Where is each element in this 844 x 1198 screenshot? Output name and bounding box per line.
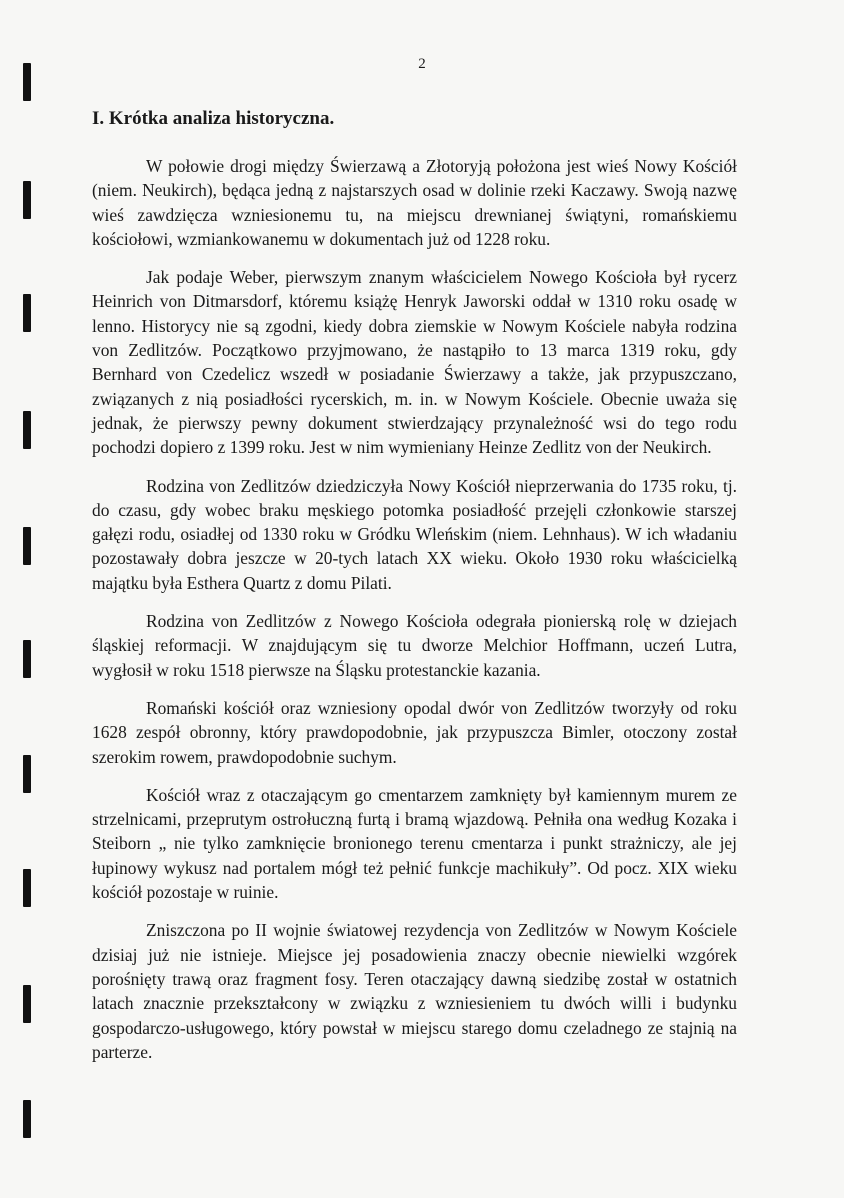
paragraph: Romański kościół oraz wzniesiony opodal dwór von Zedlitzów tworzyły od roku 1628 zespół obronny, który prawdopodobnie, jak przypuszcza Bimler, otoczony został szerokim rowem, prawdopodobnie suchym. — [92, 697, 737, 767]
body-text — [92, 154, 737, 1078]
paragraph: Jak podaje Weber, pierwszym znanym właścicielem Nowego Kościoła był rycerz Heinrich von Ditmarsdorf, któremu książę Henryk Jaworski oddał w 1310 roku osadę w lenno. Historycy nie są zgodni, kiedy dobra ziemskie w Nowym Kościele nabyła rodzina von Zedlitzów. Początkowo przyjmowano, że nastąpiło to 13 marca 1319 roku, gdy Bernhard von Czedelicz wszedł w posiadanie Świerzawy a także, jak przypuszczano, związanych z nią posiadłości rycerskich, m. in. w Nowym Kościele. Obecnie uważa się jednak, że pierwszy pewny dokument stwierdzający przynależność wsi do tego rodu pochodzi dopiero z 1399 roku. Jest w nim wymieniany Heinze Zedlitz von der Neukirch. — [92, 267, 737, 458]
punch-hole-mark — [23, 755, 31, 793]
punch-hole-mark — [23, 985, 31, 1023]
punch-hole-mark — [23, 411, 31, 449]
punch-hole-mark — [23, 527, 31, 565]
paragraph: Kościół wraz z otaczającym go cmentarzem zamknięty był kamiennym murem ze strzelnicami, przeprutym ostrołuczną furtą i bramą wjazdową. Pełniła ona według Kozaka i Steiborn „ nie tylko zamknięcie bronionego terenu cmentarza i punkt strażniczy, ale jej łupinowy wykusz nad portalem mógł też pełnić funkcje machikuły”. Od pocz. XIX wieku kościół pozostaje w ruinie. — [92, 784, 737, 903]
paragraph: Rodzina von Zedlitzów dziedziczyła Nowy Kościół nieprzerwania do 1735 roku, tj. do czasu, gdy wobec braku męskiego potomka posiadłość przejęli członkowie starszej gałęzi rodu, osiadłej od 1330 roku w Gródku Wleńskim (niem. Lehnhaus). W ich władaniu pozostawały dobra jeszcze w 20-tych latach XX wieku. Około 1930 roku właścicielką majątku była Esthera Quartz z domu Pilati. — [92, 475, 737, 593]
paragraph: W połowie drogi między Świerzawą a Złotoryją położona jest wieś Nowy Kościół (niem. Neukirch), będąca jedną z najstarszych osad w dolinie rzeki Kaczawy. Swoją nazwę wieś zawdzięcza wzniesionemu tu, na miejscu drewnianej świątyni, romańskiemu kościołowi, wzmiankowanemu w dokumentach już od 1228 roku. — [92, 156, 737, 249]
punch-hole-mark — [23, 869, 31, 907]
paragraph: Rodzina von Zedlitzów z Nowego Kościoła odegrała pionierską rolę w dziejach śląskiej reformacji. W znajdującym się tu dworze Melchior Hoffmann, uczeń Lutra, wygłosił w roku 1518 pierwsze na Śląsku protestanckie kazania. — [92, 611, 737, 680]
page-number: 2 — [418, 56, 426, 72]
paragraph: Zniszczona po II wojnie światowej rezydencja von Zedlitzów w Nowym Kościele dzisiaj już nie istnieje. Miejsce jej posadowienia znaczy obecnie niewielki wzgórek porośnięty trawą oraz fragment fosy. Teren otaczający dawną siedzibę został w ostatnich latach znacznie przekształcony w związku z wzniesieniem tu dwóch willi i budynku gospodarczo-usługowego, który powstał w miejscu starego domu czeladnego ze stajnią na parterze. — [92, 920, 737, 1062]
punch-hole-mark — [23, 640, 31, 678]
section-heading: I. Krótka analiza historyczna. — [92, 108, 335, 129]
punch-hole-mark — [23, 294, 31, 332]
punch-hole-mark — [23, 1100, 31, 1138]
punch-hole-mark — [23, 181, 31, 219]
